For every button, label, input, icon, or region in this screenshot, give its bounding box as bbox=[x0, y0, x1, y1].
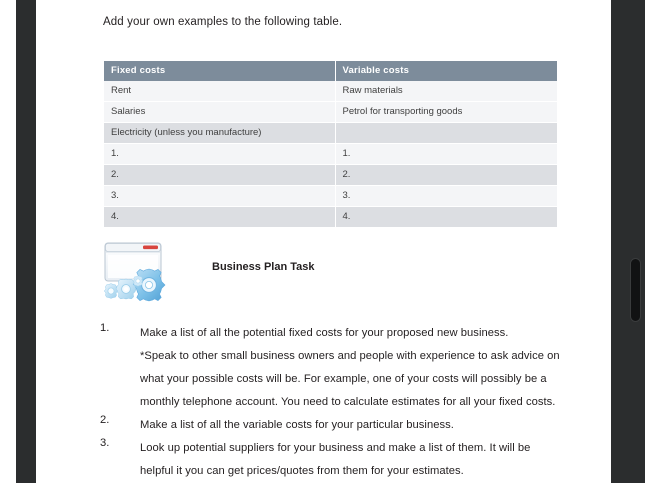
vertical-scrollbar-thumb[interactable] bbox=[630, 258, 641, 322]
list-item-number: 1. bbox=[100, 322, 110, 334]
cell-variable-cost: 1. bbox=[335, 144, 557, 165]
table-row bbox=[104, 207, 557, 228]
table-row bbox=[104, 165, 557, 186]
table-row bbox=[104, 102, 557, 123]
cell-fixed-cost: Salaries bbox=[104, 102, 335, 123]
list-item-number: 3. bbox=[100, 437, 110, 449]
cell-variable-cost bbox=[335, 123, 557, 144]
table-header-row bbox=[104, 61, 557, 81]
list-item-body bbox=[140, 414, 611, 437]
list-item-number: 2. bbox=[100, 414, 110, 426]
task-text-line: monthly telephone account. You need to calculate estimates for all your fixed costs. bbox=[140, 396, 556, 408]
task-instruction-list bbox=[36, 322, 611, 483]
cell-variable-cost: Petrol for transporting goods bbox=[335, 102, 557, 123]
left-white-margin bbox=[0, 0, 16, 483]
table-row bbox=[104, 123, 557, 144]
cell-variable-cost: 2. bbox=[335, 165, 557, 186]
task-text-line: helpful it you can get prices/quotes from them for your estimates. bbox=[140, 465, 464, 477]
cell-variable-cost: 4. bbox=[335, 207, 557, 228]
task-text-line: Make a list of all the variable costs for your particular business. bbox=[140, 419, 454, 431]
task-text-line: Look up potential suppliers for your business and make a list of them. It will be bbox=[140, 442, 531, 454]
cell-variable-cost: 3. bbox=[335, 186, 557, 207]
fixed-and-variable-costs-table bbox=[104, 61, 557, 228]
task-text-line: Make a list of all the potential fixed costs for your proposed new business. bbox=[140, 327, 509, 339]
table-body bbox=[104, 81, 557, 228]
cell-fixed-cost: Rent bbox=[104, 81, 335, 102]
list-item bbox=[36, 437, 611, 483]
business-plan-task-block bbox=[102, 241, 402, 303]
task-text-line: *Speak to other small business owners and people with experience to ask advice on bbox=[140, 350, 560, 362]
intro-instruction-text: Add your own examples to the following table. bbox=[103, 16, 343, 28]
right-dark-frame-bar bbox=[611, 0, 645, 483]
cell-fixed-cost: 2. bbox=[104, 165, 335, 186]
cell-fixed-cost: 1. bbox=[104, 144, 335, 165]
cell-fixed-cost: 4. bbox=[104, 207, 335, 228]
cell-fixed-cost: 3. bbox=[104, 186, 335, 207]
column-header-variable-costs: Variable costs bbox=[335, 61, 557, 81]
table-row bbox=[104, 186, 557, 207]
cell-fixed-cost: Electricity (unless you manufacture) bbox=[104, 123, 335, 144]
cell-variable-cost: Raw materials bbox=[335, 81, 557, 102]
list-item bbox=[36, 414, 611, 437]
list-item bbox=[36, 322, 611, 414]
document-page bbox=[36, 0, 611, 483]
business-plan-task-title: Business Plan Task bbox=[212, 261, 315, 273]
table-row bbox=[104, 144, 557, 165]
task-text-line: what your possible costs will be. For example, one of your costs will possibly be a bbox=[140, 373, 547, 385]
business-plan-task-icon bbox=[102, 241, 178, 303]
left-dark-frame-bar bbox=[16, 0, 36, 483]
list-item-body bbox=[140, 322, 611, 414]
list-item-body bbox=[140, 437, 611, 483]
column-header-fixed-costs: Fixed costs bbox=[104, 61, 335, 81]
table-row bbox=[104, 81, 557, 102]
